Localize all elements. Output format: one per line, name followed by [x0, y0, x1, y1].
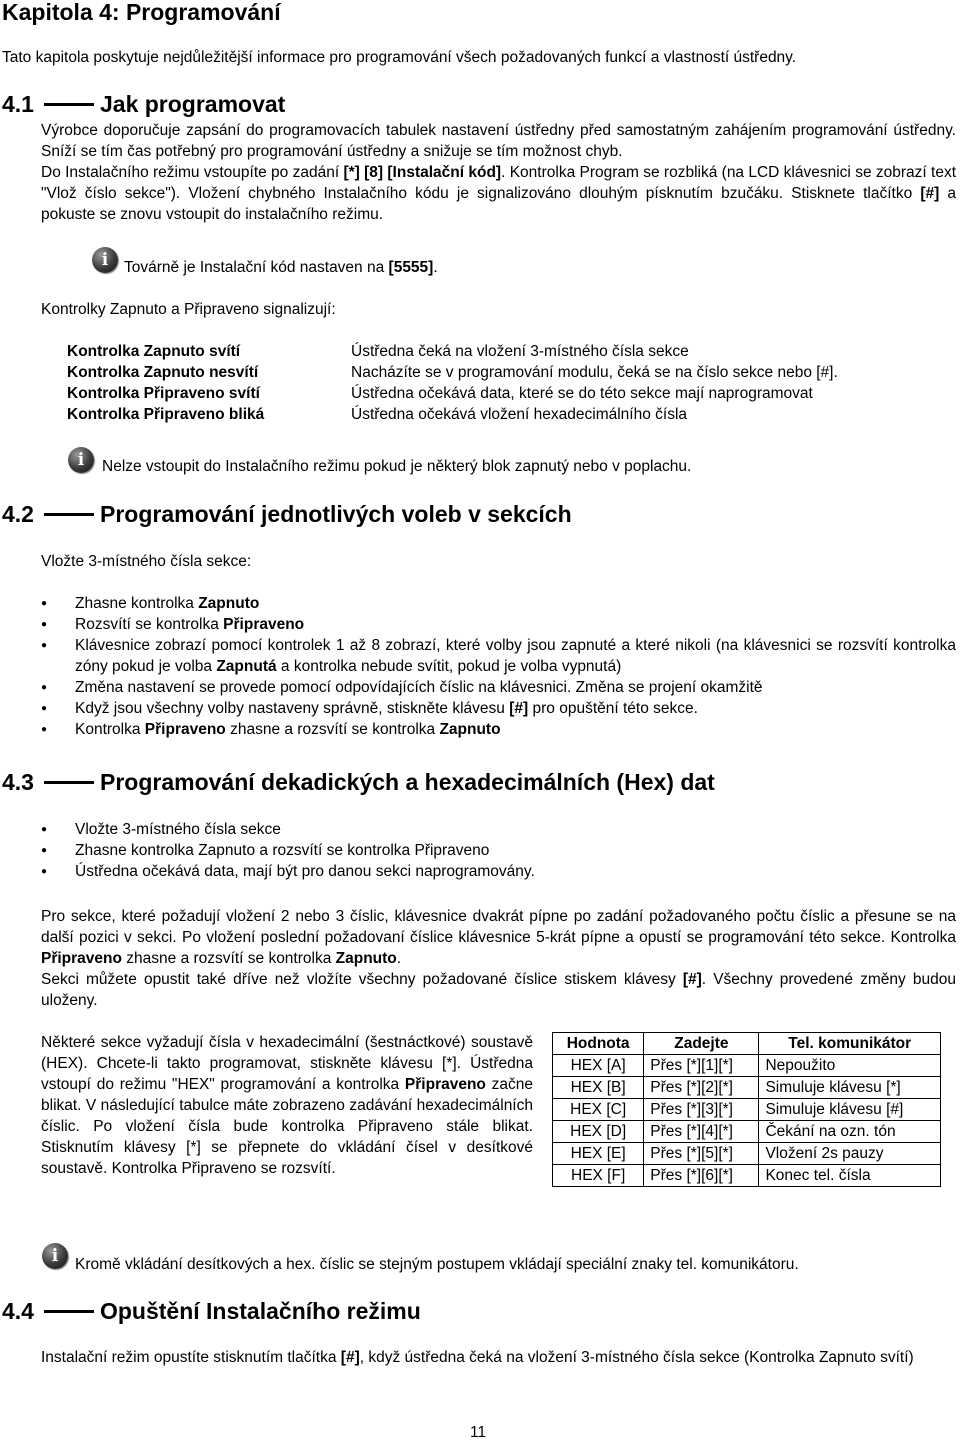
column-header: Tel. komunikátor: [759, 1033, 941, 1055]
heading-dash: [44, 103, 94, 106]
note-special-chars: Kromě vkládání desítkových a hex. číslic se stejným postupem vkládají speciální znaky tel. komunikátoru.: [75, 1256, 799, 1273]
section-4-1-heading: 4.1 Jak programovat: [2, 91, 286, 117]
table-header-row: [553, 1033, 941, 1055]
heading-dash: [44, 513, 94, 516]
led-desc: Ústředna očekává vložení hexadecimálního čísla: [351, 406, 688, 423]
section-4-4-heading: 4.4 Opuštění Instalačního režimu: [2, 1298, 421, 1324]
table-row: HEX [F] Přes [*][6][*] Konec tel. čísla: [553, 1165, 941, 1187]
list-item: ● Zhasne kontrolka Zapnuto a rozsvítí se kontrolka Připraveno: [41, 840, 956, 861]
chapter-title: Kapitola 4: Programování: [2, 0, 281, 25]
led-key: Kontrolka Zapnuto svítí: [67, 343, 241, 360]
list-item: ● Klávesnice zobrazí pomocí kontrolek 1 až 8 zobrazí, které volby jsou zapnuté a které nikoli (na klávesnici se rozsvítí kontrolka zóny pokud je volba Zapnutá a kontrolka nebude svítit, pokud je volba vypnutá): [41, 635, 956, 677]
info-icon: i: [42, 1243, 68, 1269]
section-4-1-paragraph-2: Do Instalačního režimu vstoupíte po zadání [*] [8] [Instalační kód]. Kontrolka Program se rozbliká (na LCD klávesnici se zobrazí text "Vlož číslo sekce"). Vložení chybného Instalačního kódu je signalizováno dlouhým písknutím bzučáku. Stisknete tlačítko [#] a pokuste se znovu vstoupit do instalačního režimu.: [41, 164, 956, 223]
led-desc: Ústředna čeká na vložení 3-místného čísla sekce: [351, 343, 689, 360]
list-item: ● Zhasne kontrolka Zapnuto: [41, 593, 956, 614]
note-blocked-entry: Nelze vstoupit do Instalačního režimu pokud je některý blok zapnutý nebo v poplachu.: [102, 458, 692, 475]
info-icon: i: [68, 447, 94, 473]
leds-intro: Kontrolky Zapnuto a Připraveno signalizují:: [41, 301, 336, 318]
section-4-1-paragraph-1: Výrobce doporučuje zapsání do programovacích tabulek nastavení ústředny před samostatným zahájením programování ústředny. Sníží se tím čas potřebný pro programování ústředny a snižuje se tím možnost chyb.: [41, 122, 956, 160]
led-key: Kontrolka Připraveno svítí: [67, 385, 260, 402]
list-item: ● Rozsvítí se kontrolka Připraveno: [41, 614, 956, 635]
section-4-2-steps: [41, 593, 956, 740]
column-header: Hodnota: [553, 1033, 644, 1055]
info-icon: i: [92, 247, 118, 273]
table-row: HEX [E] Přes [*][5][*] Vložení 2s pauzy: [553, 1143, 941, 1165]
led-status-list: [67, 341, 838, 425]
section-4-3-heading: 4.3 Programování dekadických a hexadecimálních (Hex) dat: [2, 769, 715, 795]
heading-dash: [44, 1310, 94, 1313]
column-header: Zadejte: [644, 1033, 759, 1055]
list-item: ● Když jsou všechny volby nastaveny správně, stiskněte klávesu [#] pro opuštění této sekce.: [41, 698, 956, 719]
hex-entry-table: [552, 1032, 941, 1187]
table-row: HEX [B] Přes [*][2][*] Simuluje klávesu [*]: [553, 1077, 941, 1099]
section-4-2-heading: 4.2 Programování jednotlivých voleb v sekcích: [2, 501, 572, 527]
heading-dash: [44, 781, 94, 784]
table-row: HEX [A] Přes [*][1][*] Nepoužito: [553, 1055, 941, 1077]
led-desc: Ústředna očekává data, které se do této sekce mají naprogramovat: [351, 385, 813, 402]
list-item: ● Změna nastavení se provede pomocí odpovídajících číslic na klávesnici. Změna se projení okamžitě: [41, 677, 956, 698]
table-row: HEX [D] Přes [*][4][*] Čekání na ozn. tón: [553, 1121, 941, 1143]
hex-explanation: Některé sekce vyžadují čísla v hexadecimální (šestnáctkové) soustavě (HEX). Chcete-li takto programovat, stiskněte klávesu [*]. Ústředna vstoupí do režimu "HEX" programování a kontrolka Připraveno začne blikat. V následující tabulce máte zobrazeno zadávání hexadecimálních číslic. Po vložení čísla bude kontrolka Připraveno stále blikat. Stisknutím klávesy [*] se přepnete do vkládání čísel v desítkové soustavě. Kontrolka Připraveno se rozsvítí.: [41, 1034, 534, 1177]
list-item: ● Kontrolka Připraveno zhasne a rozsvítí se kontrolka Zapnuto: [41, 719, 956, 740]
section-4-4-paragraph: Instalační režim opustíte stisknutím tlačítka [#], když ústředna čeká na vložení 3-místného čísla sekce (Kontrolka Zapnuto svítí): [41, 1349, 914, 1366]
chapter-intro: Tato kapitola poskytuje nejdůležitější informace pro programování všech požadovaných funkcí a vlastností ústředny.: [2, 49, 797, 66]
section-4-3-paragraph-2: Sekci můžete opustit také dříve než vložíte všechny požadované číslice stiskem klávesy [#]. Všechny provedené změny budou uloženy.: [41, 971, 956, 1009]
led-desc: Nacházíte se v programování modulu, čeká se na číslo sekce nebo [#].: [351, 364, 838, 381]
list-item: ● Vložte 3-místného čísla sekce: [41, 819, 956, 840]
note-default-code: Továrně je Instalační kód nastaven na [5555].: [124, 259, 438, 276]
led-key: Kontrolka Připraveno bliká: [67, 406, 265, 423]
section-4-3-steps: [41, 819, 956, 882]
section-4-3-paragraph-1: Pro sekce, které požadují vložení 2 nebo 3 číslic, klávesnice dvakrát pípne po zadání požadovaného počtu číslic a přesune se na další pozici v sekci. Po vložení poslední požadovaní číslice klávesnice 5-krát pípne a opustí se programování této sekce. Kontrolka Připraveno zhasne a rozsvítí se kontrolka Zapnuto.: [41, 908, 956, 967]
page-number: 11: [470, 1424, 487, 1441]
led-key: Kontrolka Zapnuto nesvítí: [67, 364, 259, 381]
section-4-2-intro: Vložte 3-místného čísla sekce:: [41, 553, 252, 570]
table-row: HEX [C] Přes [*][3][*] Simuluje klávesu [#]: [553, 1099, 941, 1121]
list-item: ● Ústředna očekává data, mají být pro danou sekci naprogramovány.: [41, 861, 956, 882]
